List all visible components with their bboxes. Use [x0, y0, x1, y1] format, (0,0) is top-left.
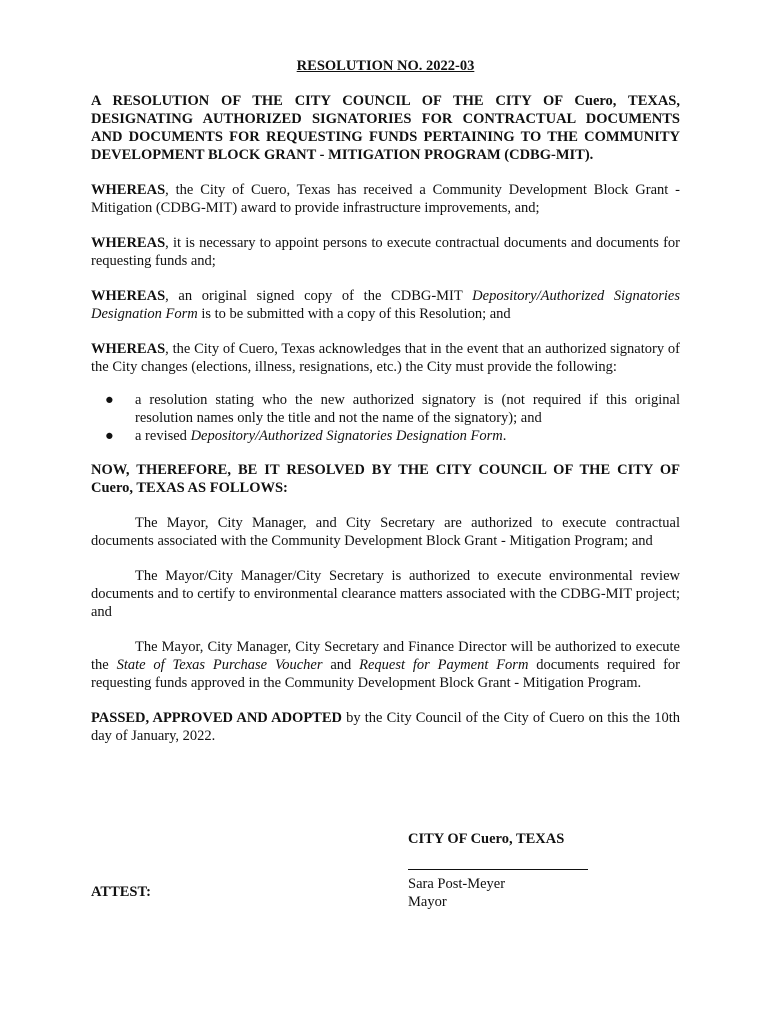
resolution-heading: A RESOLUTION OF THE CITY COUNCIL OF THE CITY OF Cuero, TEXAS, DESIGNATING AUTHORIZED SIGNATORIES FOR CONTRACTUAL DOCUMENTS AND DOCUMENTS FOR REQUESTING FUNDS PERTAINING TO THE COMMUNITY DEVELOPMENT BLOCK GRANT - MITIGATION PROGRAM (CDBG-MIT). — [91, 93, 680, 163]
signature-block — [408, 830, 588, 911]
whereas-paragraph-3 — [91, 287, 680, 323]
attest-label: ATTEST: — [91, 884, 151, 900]
whereas-keyword: WHEREAS — [91, 341, 166, 357]
whereas-paragraph-1 — [91, 181, 680, 217]
signer-title: Mayor — [408, 894, 447, 910]
list-item-text: a revised — [135, 428, 191, 444]
paragraph-text: by the City Council of the City of Cuero on this the 10th day of January, 2022. — [91, 710, 680, 744]
passed-keyword: PASSED, APPROVED AND ADOPTED — [91, 710, 342, 726]
whereas-keyword: WHEREAS — [91, 288, 166, 304]
paragraph-text: and — [322, 657, 360, 673]
list-item — [105, 391, 680, 427]
form-name-italic: Request for Payment Form — [359, 657, 529, 673]
resolution-body — [91, 57, 680, 762]
signer-name: Sara Post-Meyer — [408, 876, 506, 892]
whereas-keyword: WHEREAS — [91, 235, 166, 251]
passed-paragraph — [91, 709, 680, 745]
whereas-keyword: WHEREAS — [91, 182, 166, 198]
city-label: CITY OF Cuero, TEXAS — [408, 831, 565, 847]
resolved-heading: NOW, THEREFORE, BE IT RESOLVED BY THE CITY COUNCIL OF THE CITY OF Cuero, TEXAS AS FOLLOWS: — [91, 462, 680, 496]
form-name-italic: State of Texas Purchase Voucher — [116, 657, 323, 673]
whereas-text: , an original signed copy of the CDBG-MIT — [165, 288, 473, 304]
whereas-text: is to be submitted with a copy of this Resolution; and — [197, 306, 511, 322]
whereas-text: , the City of Cuero, Texas acknowledges that in the event that an authorized signatory of the City changes (elections, illness, resignations, etc.) the City must provide the following: — [91, 341, 680, 375]
whereas-text: , it is necessary to appoint persons to execute contractual documents and documents for requesting funds and; — [91, 235, 680, 269]
whereas-paragraph-2 — [91, 234, 680, 270]
form-name-italic: Depository/Authorized Signatories Designation Form — [91, 288, 680, 322]
paragraph-text: The Mayor, City Manager, City Secretary and Finance Director will be authorized to execute the — [91, 639, 680, 673]
resolved-paragraph-1: The Mayor, City Manager, and City Secretary are authorized to execute contractual documents associated with the Community Development Block Grant - Mitigation Program; and — [91, 515, 680, 549]
list-item — [105, 427, 680, 445]
list-item-text: a resolution stating who the new authorized signatory is (not required if this original resolution names only the title and not the name of the signatory); and — [135, 392, 680, 426]
whereas-paragraph-4 — [91, 340, 680, 376]
signature-line — [408, 869, 588, 870]
whereas-text: , the City of Cuero, Texas has received a Community Development Block Grant - Mitigation (CDBG-MIT) award to provide infrastructure improvements, and; — [91, 182, 680, 216]
resolved-paragraph-2: The Mayor/City Manager/City Secretary is authorized to execute environmental review documents and to certify to environmental clearance matters associated with the CDBG-MIT project; and — [91, 568, 680, 620]
list-item-text: . — [502, 428, 507, 444]
requirements-list — [91, 391, 680, 445]
resolved-paragraph-3 — [91, 638, 680, 692]
bullet-icon: ● — [105, 428, 114, 444]
bullet-icon: ● — [105, 392, 114, 408]
resolution-title: RESOLUTION NO. 2022-03 — [296, 58, 475, 74]
form-name-italic: Depository/Authorized Signatories Designation Form — [190, 428, 503, 444]
paragraph-text: documents required for requesting funds approved in the Community Development Block Grant - Mitigation Program. — [91, 657, 680, 691]
